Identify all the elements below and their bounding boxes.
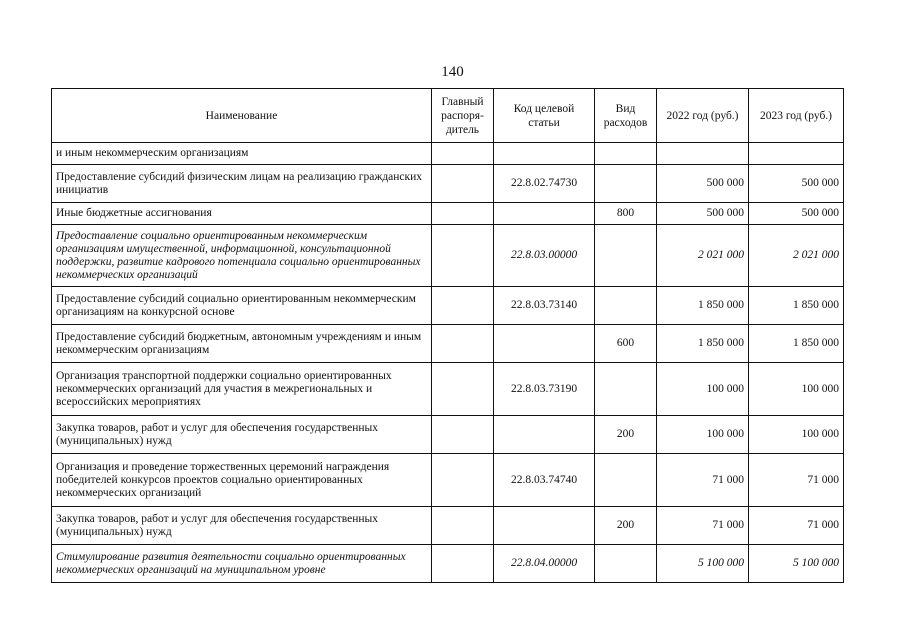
- cell-kind: [595, 545, 657, 583]
- cell-manager: [432, 507, 494, 545]
- cell-2023: 71 000: [749, 507, 844, 545]
- table-row: [52, 454, 844, 507]
- table-row: [52, 416, 844, 454]
- cell-name: Предоставление субсидий бюджетным, автономным учреждениям и иным некоммерческим организациям: [52, 325, 432, 363]
- cell-kind: 200: [595, 416, 657, 454]
- cell-manager: [432, 165, 494, 203]
- cell-kind: [595, 454, 657, 507]
- cell-name: Закупка товаров, работ и услуг для обеспечения государственных (муниципальных) нужд: [52, 416, 432, 454]
- cell-code: 22.8.02.74730: [494, 165, 595, 203]
- cell-code: 22.8.03.74740: [494, 454, 595, 507]
- cell-2023: 5 100 000: [749, 545, 844, 583]
- cell-manager: [432, 143, 494, 165]
- cell-kind: [595, 143, 657, 165]
- cell-code: 22.8.04.00000: [494, 545, 595, 583]
- cell-2023: [749, 143, 844, 165]
- cell-kind: 800: [595, 203, 657, 225]
- cell-2022: 1 850 000: [657, 325, 749, 363]
- cell-manager: [432, 416, 494, 454]
- cell-code: 22.8.03.73190: [494, 363, 595, 416]
- cell-2023: 2 021 000: [749, 225, 844, 287]
- cell-code: [494, 325, 595, 363]
- cell-2022: 2 021 000: [657, 225, 749, 287]
- cell-name: Закупка товаров, работ и услуг для обеспечения государственных (муниципальных) нужд: [52, 507, 432, 545]
- header-code: Код целевой статьи: [494, 89, 595, 143]
- header-manager: Главный распоря-дитель: [432, 89, 494, 143]
- cell-code: 22.8.03.73140: [494, 287, 595, 325]
- cell-manager: [432, 454, 494, 507]
- cell-manager: [432, 225, 494, 287]
- cell-2022: 5 100 000: [657, 545, 749, 583]
- cell-name: Иные бюджетные ассигнования: [52, 203, 432, 225]
- table-row: [52, 203, 844, 225]
- table-row: [52, 363, 844, 416]
- cell-kind: 200: [595, 507, 657, 545]
- cell-manager: [432, 363, 494, 416]
- cell-kind: [595, 165, 657, 203]
- cell-2022: 71 000: [657, 454, 749, 507]
- cell-2022: 71 000: [657, 507, 749, 545]
- cell-2023: 100 000: [749, 416, 844, 454]
- cell-manager: [432, 325, 494, 363]
- cell-code: [494, 203, 595, 225]
- header-2022: 2022 год (руб.): [657, 89, 749, 143]
- cell-2023: 1 850 000: [749, 287, 844, 325]
- table-body: [52, 143, 844, 583]
- cell-2023: 100 000: [749, 363, 844, 416]
- table-row: [52, 165, 844, 203]
- cell-2022: 100 000: [657, 363, 749, 416]
- cell-manager: [432, 287, 494, 325]
- cell-name: Предоставление социально ориентированным некоммерческим организациям имущественной, информационной, консультационной поддержки, развитие кадрового потенциала социально ориентированных некоммерческих организаций: [52, 225, 432, 287]
- cell-2023: 500 000: [749, 203, 844, 225]
- cell-2022: 1 850 000: [657, 287, 749, 325]
- budget-table: [51, 88, 844, 583]
- cell-name: и иным некоммерческим организациям: [52, 143, 432, 165]
- cell-kind: [595, 287, 657, 325]
- cell-name: Стимулирование развития деятельности социально ориентированных некоммерческих организаций на муниципальном уровне: [52, 545, 432, 583]
- cell-kind: [595, 363, 657, 416]
- cell-name: Предоставление субсидий социально ориентированным некоммерческим организациям на конкурсной основе: [52, 287, 432, 325]
- table-header-row: [52, 89, 844, 143]
- cell-2023: 71 000: [749, 454, 844, 507]
- cell-name: Предоставление субсидий физическим лицам на реализацию гражданских инициатив: [52, 165, 432, 203]
- cell-manager: [432, 545, 494, 583]
- table-row: [52, 545, 844, 583]
- cell-name: Организация транспортной поддержки социально ориентированных некоммерческих организаций для участия в межрегиональных и всероссийских мероприятиях: [52, 363, 432, 416]
- cell-kind: [595, 225, 657, 287]
- cell-code: 22.8.03.00000: [494, 225, 595, 287]
- cell-kind: 600: [595, 325, 657, 363]
- cell-name: Организация и проведение торжественных церемоний награждения победителей конкурсов проектов социально ориентированных некоммерческих организаций: [52, 454, 432, 507]
- cell-2022: 500 000: [657, 165, 749, 203]
- page-number: 140: [441, 64, 464, 80]
- cell-2022: [657, 143, 749, 165]
- cell-manager: [432, 203, 494, 225]
- table-row: [52, 507, 844, 545]
- cell-2022: 500 000: [657, 203, 749, 225]
- table-row: [52, 287, 844, 325]
- table-row: [52, 143, 844, 165]
- cell-code: [494, 143, 595, 165]
- cell-2023: 1 850 000: [749, 325, 844, 363]
- cell-2023: 500 000: [749, 165, 844, 203]
- table-row: [52, 225, 844, 287]
- cell-code: [494, 416, 595, 454]
- cell-2022: 100 000: [657, 416, 749, 454]
- header-kind: Вид расходов: [595, 89, 657, 143]
- header-2023: 2023 год (руб.): [749, 89, 844, 143]
- cell-code: [494, 507, 595, 545]
- table-row: [52, 325, 844, 363]
- header-name: Наименование: [52, 89, 432, 143]
